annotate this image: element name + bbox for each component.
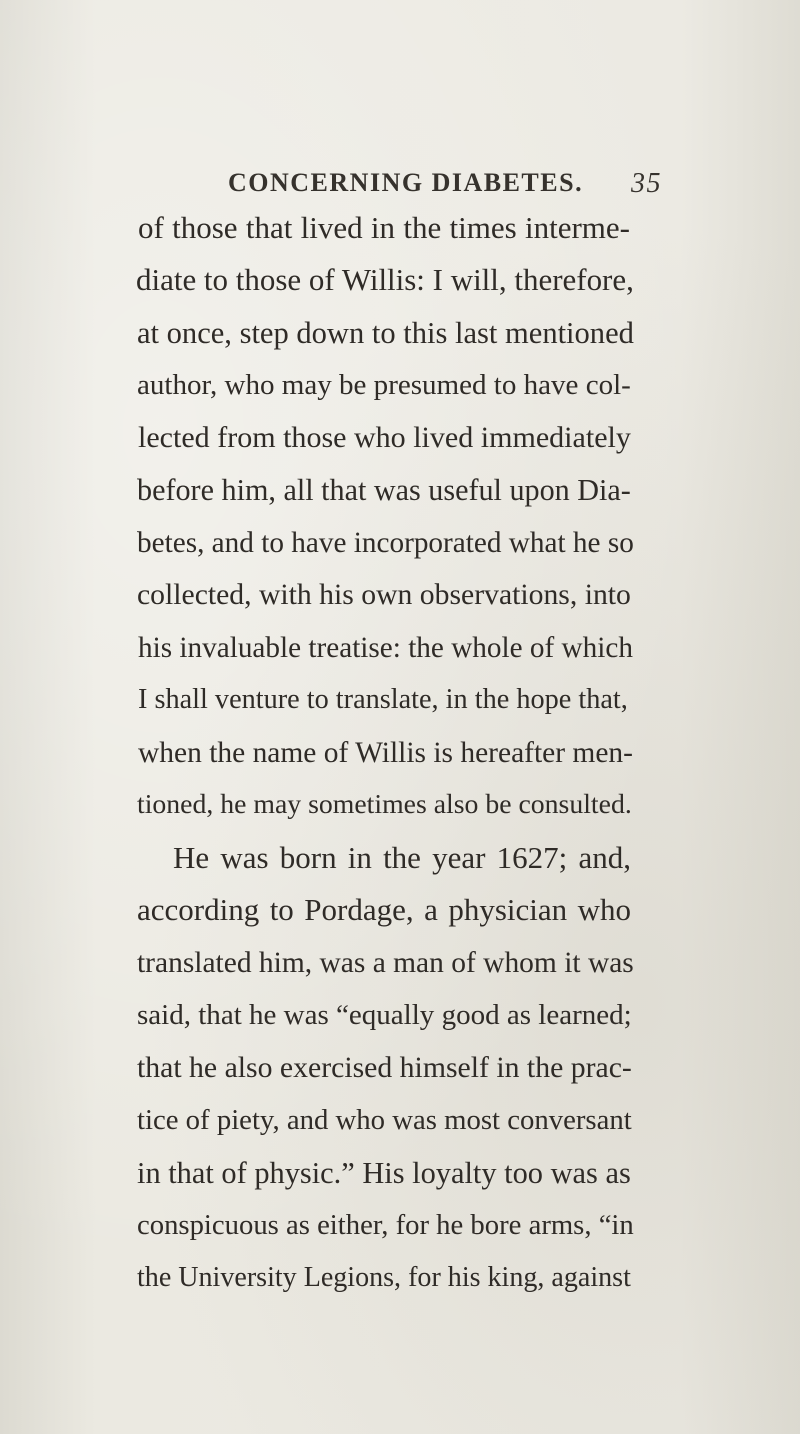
text-line: diate to those of Willis: I will, therefore, bbox=[136, 262, 634, 297]
text-line: in that of physic.” His loyalty too was as bbox=[137, 1156, 631, 1190]
page-number: 35 bbox=[631, 168, 662, 199]
running-head-title: CONCERNING DIABETES. bbox=[228, 168, 584, 197]
text-line: translated him, was a man of whom it was bbox=[137, 947, 634, 979]
text-line: author, who may be presumed to have col- bbox=[137, 369, 631, 401]
text-line: He was born in the year 1627; and, bbox=[173, 840, 631, 875]
text-line: when the name of Willis is hereafter men- bbox=[138, 737, 633, 769]
text-line: tice of piety, and who was most conversant bbox=[137, 1104, 632, 1136]
text-line: tioned, he may sometimes also be consulted. bbox=[137, 789, 632, 820]
text-line: before him, all that was useful upon Dia- bbox=[137, 473, 631, 507]
text-line: said, that he was “equally good as learned; bbox=[137, 999, 632, 1031]
text-line: at once, step down to this last mentioned bbox=[137, 316, 634, 350]
text-line: collected, with his own observations, into bbox=[137, 579, 631, 611]
text-line: betes, and to have incorporated what he so bbox=[137, 527, 634, 559]
text-line: the University Legions, for his king, against bbox=[137, 1262, 631, 1293]
text-line: I shall venture to translate, in the hope that, bbox=[138, 684, 628, 715]
text-line: according to Pordage, a physician who bbox=[137, 892, 631, 927]
text-line: conspicuous as either, for he bore arms, “in bbox=[137, 1209, 634, 1241]
running-head bbox=[228, 168, 662, 208]
text-line: that he also exercised himself in the prac- bbox=[137, 1051, 632, 1084]
text-line: lected from those who lived immediately bbox=[138, 421, 631, 454]
text-line: his invaluable treatise: the whole of which bbox=[138, 632, 633, 664]
text-line: of those that lived in the times interme- bbox=[138, 210, 630, 245]
